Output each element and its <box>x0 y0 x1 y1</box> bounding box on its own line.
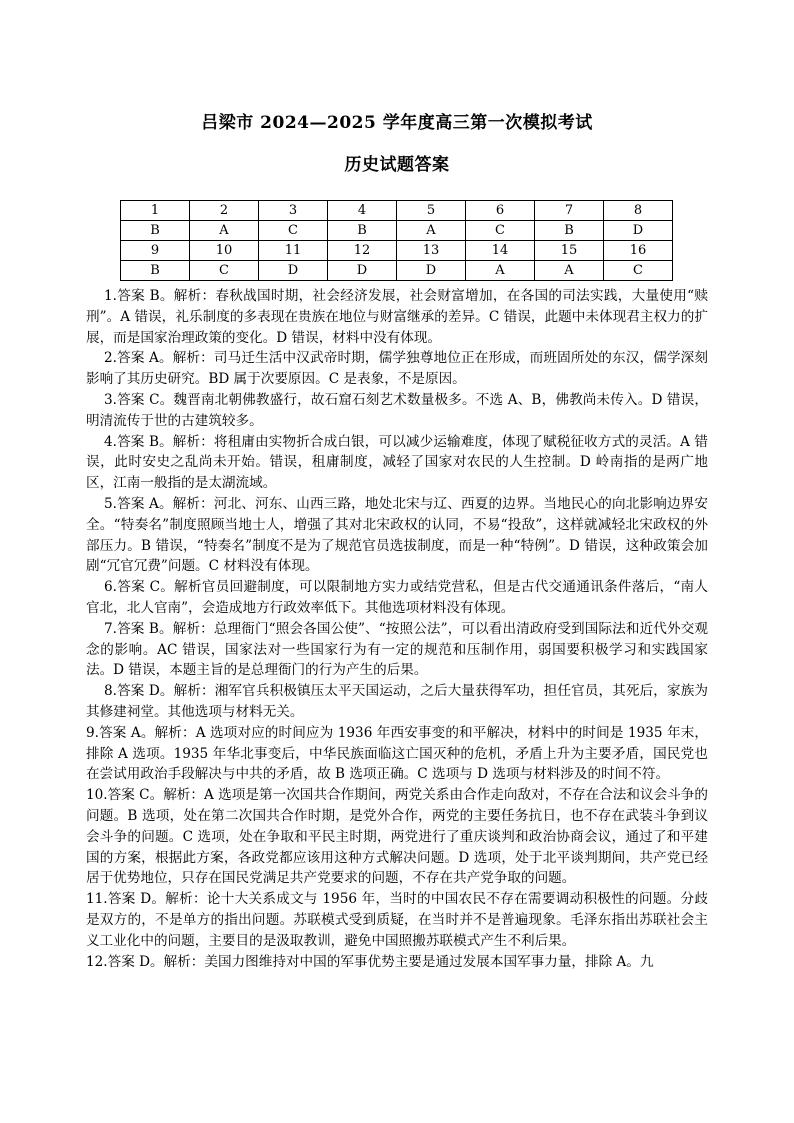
table-row <box>121 221 673 241</box>
explanation-10: 10.答案 C。解析：A 选项是第一次国共合作期间，两党关系由合作走向敌对，不存在合法和议会斗争的问题。B 选项，处在第二次国共合作时期，是党外合作，两党的主要任务抗日，也不存在武装斗争到议会斗争的问题。C 选项，处在争取和平民主时期，两党进行了重庆谈判和政治协商会议，通过了和平建国的方案，根据此方案，各政党都应该用这种方式解决问题。D 选项，处于北平谈判期间，共产党已经居于优势地位，只存在国民党满足共产党要求的问题，不存在共产党争取的问题。 <box>86 787 708 887</box>
table-cell: 14 <box>466 241 535 261</box>
table-cell: B <box>121 261 190 281</box>
table-cell: 4 <box>328 201 397 221</box>
table-cell: 6 <box>466 201 535 221</box>
table-cell: C <box>604 261 673 281</box>
table-cell: 5 <box>397 201 466 221</box>
table-cell: 7 <box>535 201 604 221</box>
page-subtitle: 历史试题答案 <box>344 155 450 175</box>
table-cell: C <box>466 221 535 241</box>
table-cell: B <box>328 221 397 241</box>
explanation-9: 9.答案 A。解析：A 选项对应的时间应为 1936 年西安事变的和平解决，材料中的时间是 1935 年末，排除 A 选项。1935 年华北事变后，中华民族面临这亡国灭种的危机，矛盾上升为主要矛盾，国民党也在尝试用政治手段解决与中共的矛盾，故 B 选项正确。C 选项与 D 选项与材料涉及的时间不符。 <box>86 724 708 783</box>
table-cell: C <box>190 261 259 281</box>
table-cell: A <box>397 221 466 241</box>
explanation-7: 7.答案 B。解析：总理衙门“照会各国公使”、“按照公法”，可以看出清政府受到国际法和近代外交观念的影响。AC 错误，国家法对一些国家行为有一定的规范和压制作用，弱国要积极学习和实践国家法。D 错误，本题主旨的是总理衙门的行为产生的后果。 <box>86 620 708 679</box>
answer-table <box>120 200 673 281</box>
table-cell: A <box>190 221 259 241</box>
table-row <box>121 201 673 221</box>
table-cell: 3 <box>259 201 328 221</box>
explanation-6: 6.答案 C。解析官员回避制度，可以限制地方实力或结党营私，但是古代交通通讯条件落后，“南人官北，北人官南”，会造成地方行政效率低下。其他选项材料没有体现。 <box>86 579 708 616</box>
explanation-8: 8.答案 D。解析：湘军官兵积极镇压太平天国运动，之后大量获得军功，担任官员，其死后，家族为其修建祠堂。其他选项与材料无关。 <box>86 683 708 720</box>
table-cell: 9 <box>121 241 190 261</box>
explanations <box>86 286 708 972</box>
table-cell: A <box>535 261 604 281</box>
table-cell: 1 <box>121 201 190 221</box>
table-row <box>121 241 673 261</box>
explanation-5: 5.答案 A。解析：河北、河东、山西三路，地处北宋与辽、西夏的边界。当地民心的向北影响边界安全。“特奏名”制度照顾当地士人，增强了其对北宋政权的认同，不易“投敌”，这样就减轻北宋政权的外部压力。B 错误，“特奏名”制度不是为了规范官员选拔制度，而是一种“特例”。D 错误，这种政策会加剧“冗官冗费”问题。C 材料没有体现。 <box>86 495 708 575</box>
page-title: 吕梁市 2024—2025 学年度高三第一次模拟考试 <box>201 113 593 133</box>
table-cell: D <box>259 261 328 281</box>
explanation-2: 2.答案 A。解析：司马迁生活中汉武帝时期，儒学独尊地位正在形成，而班固所处的东汉，儒学深刻影响了其历史研究。BD 属于次要原因。C 是表象，不是原因。 <box>86 350 708 388</box>
table-cell: 13 <box>397 241 466 261</box>
table-cell: 16 <box>604 241 673 261</box>
table-cell: 10 <box>190 241 259 261</box>
table-cell: 12 <box>328 241 397 261</box>
explanation-11: 11.答案 D。解析：论十大关系成文与 1956 年，当时的中国农民不存在需要调动积极性的问题。分歧是双方的，不是单方的指出问题。苏联模式受到质疑，在当时并不是普遍现象。毛泽东指出苏联社会主义工业化中的问题，主要目的是汲取教训，避免中国照搬苏联模式产生不利后果。 <box>86 891 708 949</box>
explanation-12: 12.答案 D。解析：美国力图维持对中国的军事优势主要是通过发展本国军事力量，排除 A。九 <box>86 953 654 970</box>
table-cell: D <box>328 261 397 281</box>
table-cell: 8 <box>604 201 673 221</box>
explanation-3: 3.答案 C。魏晋南北朝佛教盛行，故石窟石刻艺术数量极多。不选 A、B，佛教尚未传入。D 错误，明清流传于世的古建筑较多。 <box>86 391 708 429</box>
table-cell: D <box>397 261 466 281</box>
table-cell: 2 <box>190 201 259 221</box>
table-cell: C <box>259 221 328 241</box>
table-cell: 11 <box>259 241 328 261</box>
table-cell: B <box>121 221 190 241</box>
table-cell: 15 <box>535 241 604 261</box>
explanation-1: 1.答案 B。解析：春秋战国时期，社会经济发展，社会财富增加，在各国的司法实践，大量使用“赎刑”。A 错误，礼乐制度的多表现在贵族在地位与财富继承的差异。C 错误，此题中未体现君主权力的扩展，而是国家治理政策的变化。D 错误，材料中没有体现。 <box>86 288 708 346</box>
table-cell: D <box>604 221 673 241</box>
table-cell: A <box>466 261 535 281</box>
table-cell: B <box>535 221 604 241</box>
table-row <box>121 261 673 281</box>
explanation-4: 4.答案 B。解析：将租庸由实物折合成白银，可以减少运输难度，体现了赋税征收方式的灵活。A 错误，此时安史之乱尚未开始。错误，租庸制度，减轻了国家对农民的人生控制。D 岭南指的是两广地区，江南一般指的是太湖流域。 <box>86 433 708 492</box>
